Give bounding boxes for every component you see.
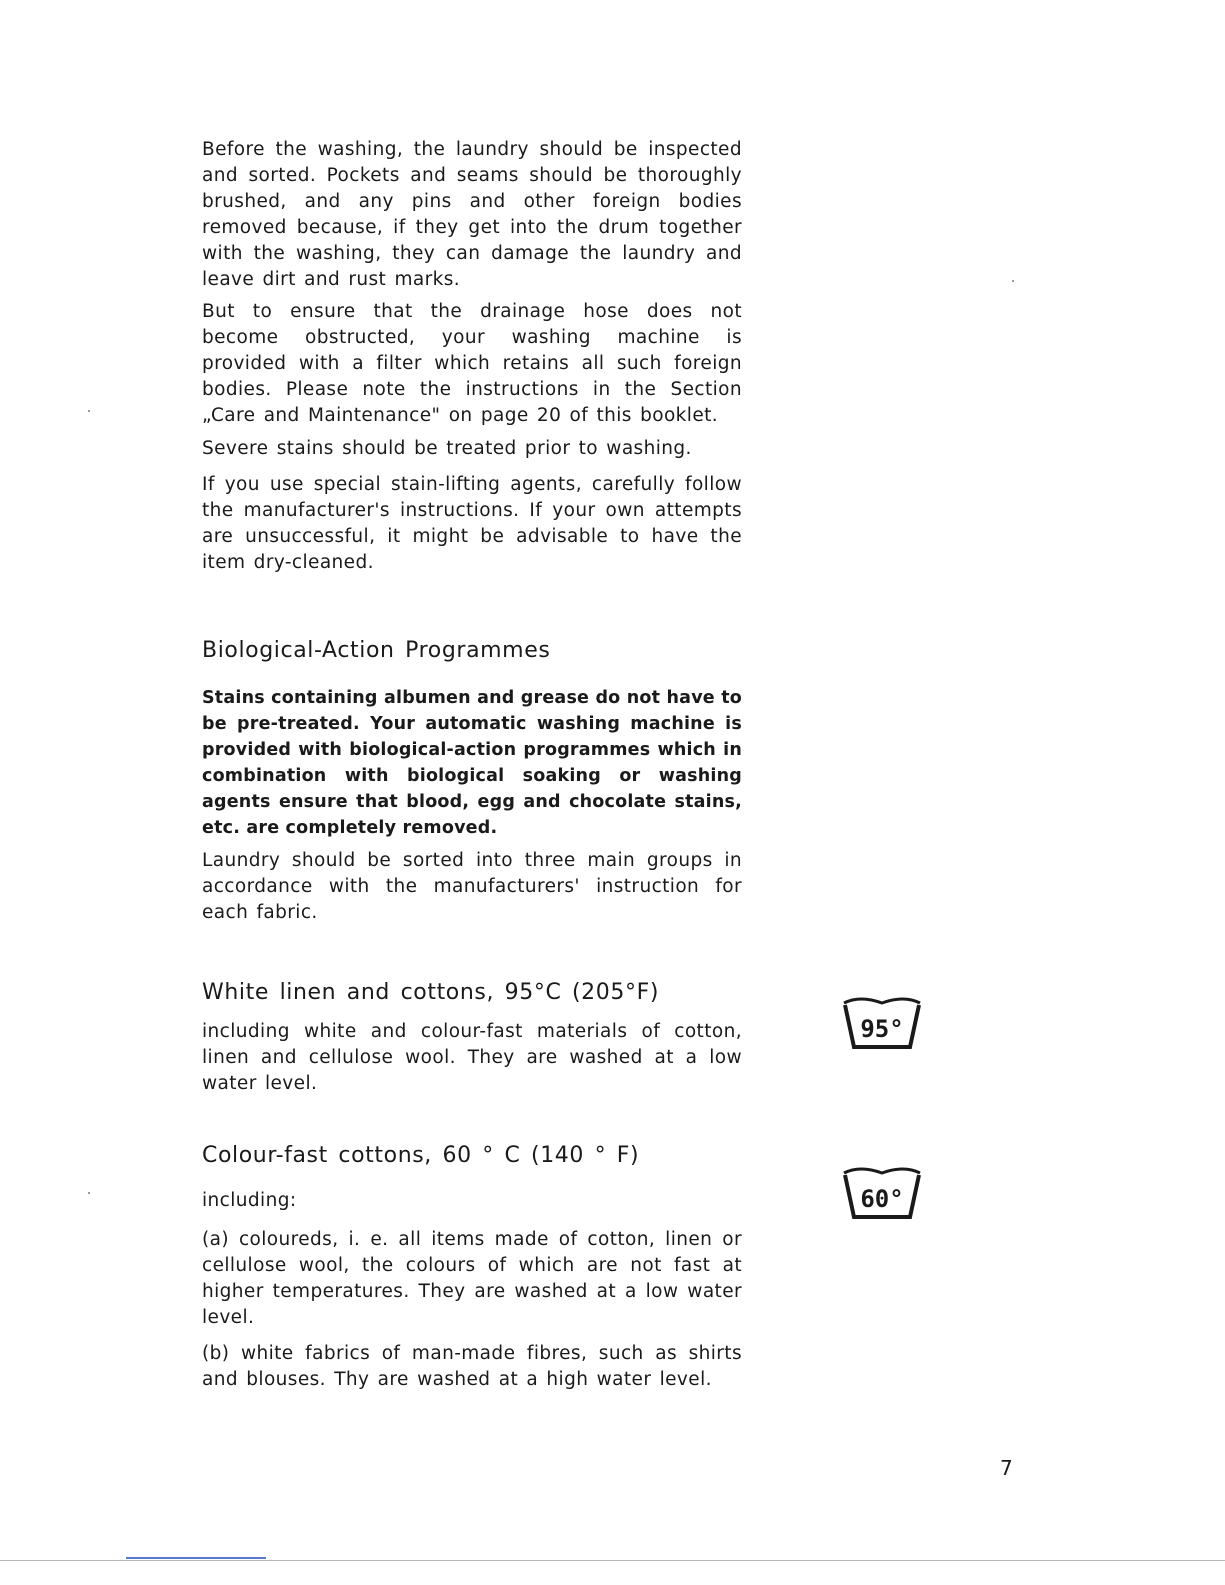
intro-paragraph-1: Before the washing, the laundry should be inspected and sorted. Pockets and seams should be thoroughly brushed, and any pins and other foreign bodies removed because, if they get into the drum together with the washing, they can damage the laundry and leave dirt and rust marks.: [202, 139, 742, 290]
colour-intro: including:: [202, 1190, 297, 1211]
intro-block-2: [202, 299, 742, 429]
colour-heading: Colour-fast cottons, 60 ° C (140 ° F): [202, 1143, 640, 1168]
bio-text-block: [202, 848, 742, 926]
colour-item-b-block: [202, 1341, 742, 1393]
wash-95-label: 95°: [860, 1015, 904, 1043]
intro-block-4: [202, 472, 742, 576]
colour-item-a: (a) coloureds, i. e. all items made of cotton, linen or cellulose wool, the colours of which are not fast at higher temperatures. They are washed at a low water level.: [202, 1229, 742, 1328]
colour-intro-block: [202, 1188, 742, 1214]
intro-block: [202, 137, 742, 293]
bio-text: Laundry should be sorted into three main groups in accordance with the manufacturers' instruction for each fabric.: [202, 850, 742, 923]
wash-95-icon: [840, 995, 924, 1055]
wash-60-icon: [840, 1165, 924, 1225]
white-heading: White linen and cottons, 95°C (205°F): [202, 980, 660, 1005]
page-number: 7: [1000, 1456, 1013, 1480]
scan-speck: [88, 410, 90, 412]
scan-speck: [88, 1192, 90, 1194]
bio-section: [202, 638, 742, 663]
bio-heading: Biological-Action Programmes: [202, 638, 551, 663]
white-text: including white and colour-fast materials of cotton, linen and cellulose wool. They are washed at a low water level.: [202, 1021, 742, 1094]
intro-paragraph-2: But to ensure that the drainage hose does not become obstructed, your washing machine is provided with a filter which retains all such foreign bodies. Please note the instructions in the Section „Care and Maintenance" on page 20 of this booklet.: [202, 301, 742, 426]
white-section: [202, 980, 742, 1005]
bottom-rule-accent: [126, 1557, 266, 1559]
bio-bold-text: Stains containing albumen and grease do not have to be pre-treated. Your automatic washing machine is provided with biological-action programmes which in combination with biological soaking or washing agents ensure that blood, egg and chocolate stains, etc. are completely removed.: [202, 688, 742, 838]
colour-section: [202, 1143, 742, 1168]
intro-paragraph-3: Severe stains should be treated prior to washing.: [202, 438, 692, 459]
white-text-block: [202, 1019, 742, 1097]
wash-60-label: 60°: [860, 1185, 904, 1213]
intro-paragraph-4: If you use special stain-lifting agents, carefully follow the manufacturer's instructions. If your own attempts are unsuccessful, it might be advisable to have the item dry-cleaned.: [202, 474, 742, 573]
bio-bold-block: [202, 685, 742, 841]
intro-block-3: [202, 436, 742, 462]
scan-speck: [1012, 280, 1014, 282]
bottom-rule: [0, 1560, 1225, 1561]
colour-item-a-block: [202, 1227, 742, 1331]
colour-item-b: (b) white fabrics of man-made fibres, such as shirts and blouses. Thy are washed at a high water level.: [202, 1343, 742, 1390]
